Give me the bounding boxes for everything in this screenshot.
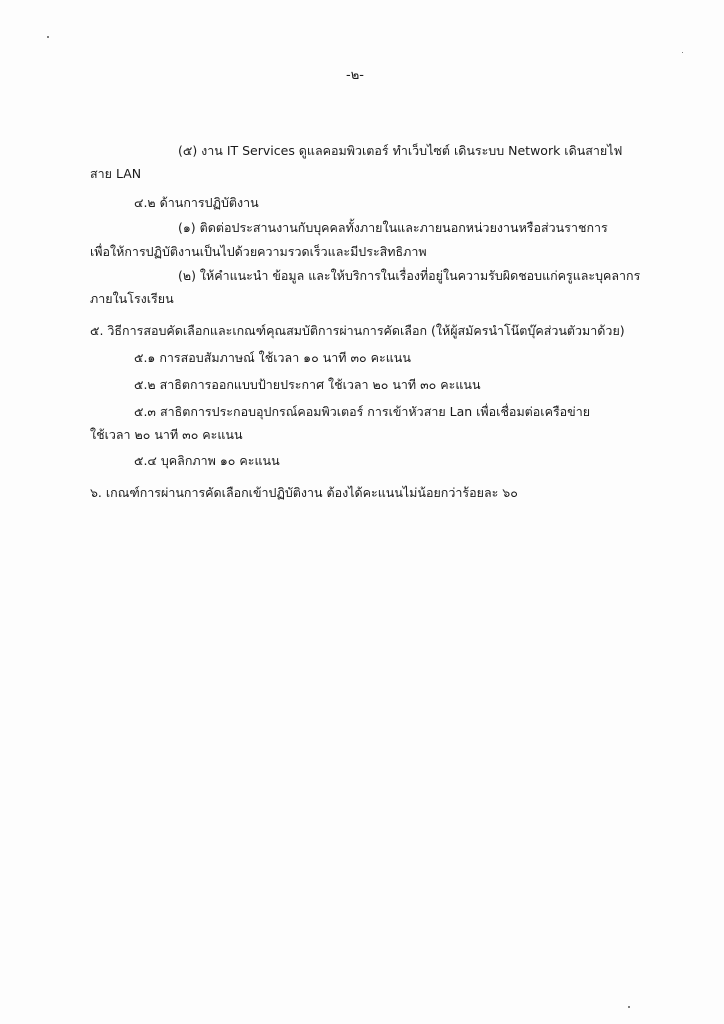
list-item-5-2: ๕.๒ สาธิตการออกแบบป้ายประกาศ ใช้เวลา ๒๐ นาที ๓๐ คะแนน [134,377,481,392]
list-item-5-3: ๕.๓ สาธิตการประกอบอุปกรณ์คอมพิวเตอร์ การเข้าหัวสาย Lan เพื่อเชื่อมต่อเครือข่าย [134,404,591,419]
paragraph-line-advice: (๒) ให้คำแนะนำ ข้อมูล และให้บริการในเรื่องที่อยู่ในความรับผิดชอบแก่ครูและบุคลากร [178,268,641,283]
list-item-5-4: ๕.๔ บุคลิกภาพ ๑๐ คะแนน [134,453,280,468]
paragraph-line-efficiency: เพื่อให้การปฏิบัติงานเป็นไปด้วยความรวดเร็วและมีประสิทธิภาพ [90,244,427,259]
section-heading-5: ๕. วิธีการสอบคัดเลือกและเกณฑ์คุณสมบัติการผ่านการคัดเลือก (ให้ผู้สมัครนำโน๊ตบุ๊คส่วนตัวมาด้วย) [90,323,625,338]
paragraph-line-school: ภายในโรงเรียน [90,291,174,306]
scan-speck [628,1006,630,1008]
list-item-5-3-continued: ใช้เวลา ๒๐ นาที ๓๐ คะแนน [90,427,243,442]
scan-speck [682,52,683,53]
paragraph-line-lan: สาย LAN [90,166,142,181]
paragraph-line-it-services: (๕) งาน IT Services ดูแลคอมพิวเตอร์ ทำเว็บไซต์ เดินระบบ Network เดินสายไฟ [178,143,623,158]
paragraph-line-coordinate: (๑) ติดต่อประสานงานกับบุคคลทั้งภายในและภายนอกหน่วยงานหรือส่วนราชการ [178,220,608,235]
section-heading-4-2: ๔.๒ ด้านการปฏิบัติงาน [134,195,259,210]
section-heading-6: ๖. เกณฑ์การผ่านการคัดเลือกเข้าปฏิบัติงาน ต้องได้คะแนนไม่น้อยกว่าร้อยละ ๖๐ [90,485,518,500]
scan-speck [47,36,49,38]
list-item-5-1: ๕.๑ การสอบสัมภาษณ์ ใช้เวลา ๑๐ นาที ๓๐ คะแนน [134,350,411,365]
page-number: -๒- [346,68,364,83]
